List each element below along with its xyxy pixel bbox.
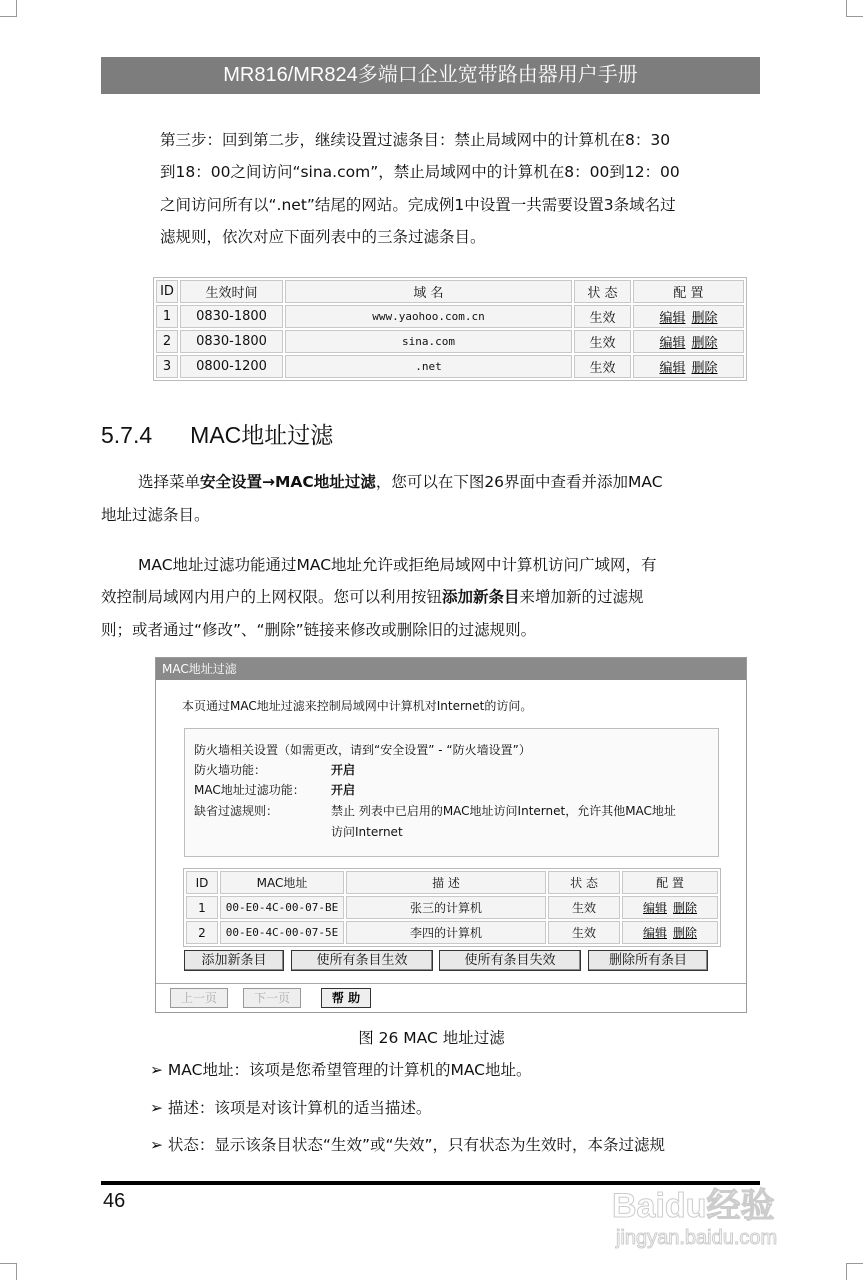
add-entry-button[interactable]: 添加新条目	[184, 950, 284, 971]
default-rule-value-cont: 访问Internet	[331, 825, 403, 839]
paragraph-line: MAC地址过滤功能通过MAC地址允许或拒绝局域网中计算机访问广域网，有	[138, 556, 657, 574]
paragraph-line: 之间访问所有以“.net”结尾的网站。完成例1中设置一共需要设置3条域名过	[160, 196, 676, 214]
panel-title: MAC地址过滤	[156, 658, 746, 680]
text: 来增加新的过滤规	[519, 588, 644, 606]
cell-time: 0830-1800	[180, 330, 283, 353]
firewall-label: 防火墙功能：	[194, 763, 267, 777]
bullet-text: MAC地址：该项是您希望管理的计算机的MAC地址。	[167, 1061, 532, 1079]
table-row	[186, 921, 718, 944]
delete-link[interactable]: 删除	[673, 926, 698, 940]
default-rule-label: 缺省过滤规则：	[194, 804, 279, 818]
crop-mark	[846, 0, 863, 17]
delete-link[interactable]: 删除	[691, 336, 718, 351]
mac-filter-label: MAC地址过滤功能：	[194, 783, 305, 797]
cell-config	[622, 896, 718, 919]
cell-status: 生效	[574, 330, 631, 353]
cell-status: 生效	[548, 921, 620, 944]
watermark-brand: Baidu经验	[612, 1187, 775, 1225]
running-header: MR816/MR824多端口企业宽带路由器用户手册	[101, 57, 760, 94]
cell-config	[633, 305, 744, 328]
edit-link[interactable]: 编辑	[659, 311, 686, 326]
cell-id: 3	[156, 355, 178, 378]
default-rule-value: 禁止 列表中已启用的MAC地址访问Internet，允许其他MAC地址	[331, 804, 676, 818]
cell-status: 生效	[574, 305, 631, 328]
edit-link[interactable]: 编辑	[659, 361, 686, 376]
table-row	[156, 355, 744, 378]
cell-domain: www.yaohoo.com.cn	[285, 305, 572, 328]
text: ，您可以在下图26界面中查看并添加MAC	[375, 473, 663, 491]
help-button[interactable]: 帮 助	[321, 988, 371, 1008]
text: 选择菜单	[138, 473, 201, 491]
cell-status: 生效	[548, 896, 620, 919]
paragraph-line	[101, 587, 644, 607]
intro-text: 本页通过MAC地址过滤来控制局域网中计算机对Internet的访问。	[182, 699, 533, 713]
enable-all-button[interactable]: 使所有条目生效	[291, 950, 433, 971]
mac-filter-screenshot	[155, 657, 747, 1013]
cell-id: 2	[186, 921, 218, 944]
firewall-value: 开启	[331, 763, 356, 777]
arrow-bullet-icon: ➢	[150, 1099, 168, 1117]
cell-time: 0830-1800	[180, 305, 283, 328]
delete-link[interactable]: 删除	[691, 311, 718, 326]
mac-filter-table	[183, 868, 721, 947]
paragraph-line: 到18：00之间访问“sina.com”，禁止局域网中的计算机在8：00到12：00	[160, 163, 680, 181]
cell-status: 生效	[574, 355, 631, 378]
edit-link[interactable]: 编辑	[659, 336, 686, 351]
col-description: 描 述	[346, 871, 546, 894]
figure-caption: 图 26 MAC 地址过滤	[358, 1029, 505, 1047]
col-config: 配 置	[633, 280, 744, 303]
bullet-text: 状态：显示该条目状态“生效”或“失效”，只有状态为生效时，本条过滤规	[167, 1136, 666, 1154]
cell-config	[633, 355, 744, 378]
next-page-button[interactable]: 下一页	[243, 988, 301, 1008]
bullet-text: 描述：该项是对该计算机的适当描述。	[167, 1099, 432, 1117]
paragraph-line: 第三步：回到第二步，继续设置过滤条目：禁止局域网中的计算机在8：30	[160, 131, 671, 149]
paragraph-line: 地址过滤条目。	[101, 506, 210, 524]
cell-mac: 00-E0-4C-00-07-BE	[220, 896, 344, 919]
paragraph-line	[138, 472, 663, 492]
cell-domain: .net	[285, 355, 572, 378]
bullet-item	[150, 1135, 665, 1155]
table-header-row	[156, 280, 744, 303]
edit-link[interactable]: 编辑	[642, 926, 667, 940]
menu-path: 安全设置→MAC地址过滤	[200, 473, 376, 491]
crop-mark	[0, 0, 17, 17]
bullet-item	[150, 1098, 431, 1118]
table-row	[156, 305, 744, 328]
mac-filter-value: 开启	[331, 783, 356, 797]
page-number: 46	[103, 1190, 126, 1212]
cell-config	[633, 330, 744, 353]
edit-link[interactable]: 编辑	[642, 901, 667, 915]
cell-id: 1	[186, 896, 218, 919]
delete-all-button[interactable]: 删除所有条目	[588, 950, 708, 971]
cell-time: 0800-1200	[180, 355, 283, 378]
table-header-row	[186, 871, 718, 894]
col-status: 状 态	[548, 871, 620, 894]
col-domain: 域 名	[285, 280, 572, 303]
arrow-bullet-icon: ➢	[150, 1061, 168, 1079]
cell-description: 张三的计算机	[346, 896, 546, 919]
crop-mark	[0, 1263, 17, 1280]
disable-all-button[interactable]: 使所有条目失效	[439, 950, 581, 971]
cell-id: 1	[156, 305, 178, 328]
arrow-bullet-icon: ➢	[150, 1136, 168, 1154]
col-mac: MAC地址	[220, 871, 344, 894]
table-row	[156, 330, 744, 353]
col-id: ID	[186, 871, 218, 894]
section-title: MAC地址过滤	[190, 422, 334, 448]
cell-domain: sina.com	[285, 330, 572, 353]
divider	[156, 983, 746, 984]
bullet-item	[150, 1060, 531, 1080]
watermark-url: jingyan.baidu.com	[616, 1227, 778, 1249]
cell-mac: 00-E0-4C-00-07-5E	[220, 921, 344, 944]
col-config: 配 置	[622, 871, 718, 894]
col-status: 状 态	[574, 280, 631, 303]
cell-id: 2	[156, 330, 178, 353]
firewall-heading: 防火墙相关设置（如需更改，请到“安全设置” - “防火墙设置”）	[194, 743, 531, 757]
col-time: 生效时间	[180, 280, 283, 303]
delete-link[interactable]: 删除	[673, 901, 698, 915]
section-heading	[101, 417, 333, 450]
paragraph-line: 滤规则，依次对应下面列表中的三条过滤条目。	[160, 228, 486, 246]
button-reference: 添加新条目	[442, 588, 520, 606]
prev-page-button[interactable]: 上一页	[170, 988, 228, 1008]
paragraph-line: 则；或者通过“修改”、“删除”链接来修改或删除旧的过滤规则。	[101, 621, 537, 639]
text: 效控制局域网内用户的上网权限。您可以利用按钮	[101, 588, 443, 606]
col-id: ID	[156, 280, 178, 303]
cell-config	[622, 921, 718, 944]
crop-mark	[846, 1263, 863, 1280]
table-row	[186, 896, 718, 919]
firewall-settings-box	[184, 728, 719, 857]
domain-filter-table	[153, 277, 747, 381]
baidu-watermark	[612, 1178, 777, 1250]
cell-description: 李四的计算机	[346, 921, 546, 944]
delete-link[interactable]: 删除	[691, 361, 718, 376]
section-number: 5.7.4	[101, 422, 153, 448]
